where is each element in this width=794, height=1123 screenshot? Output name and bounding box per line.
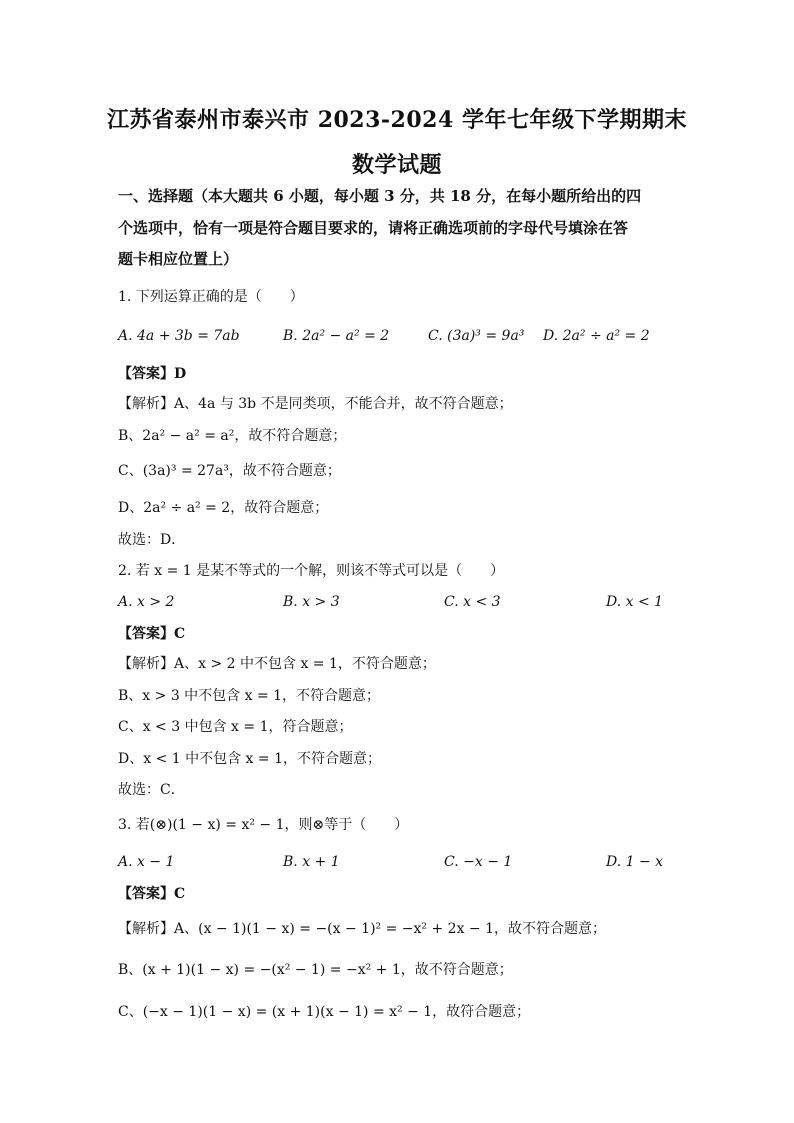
question-2-option-d: D. x < 1 — [606, 594, 664, 610]
document-subtitle: 数学试题 — [351, 152, 442, 178]
question-2-option-c: C. x < 3 — [444, 594, 501, 610]
question-3-option-a: A. x − 1 — [118, 854, 175, 870]
question-1-option-b: B. 2a² − a² = 2 — [283, 328, 390, 344]
question-2-stem: 2. 若 x = 1 是某不等式的一个解，则该不等式可以是（ ） — [118, 563, 505, 579]
question-1-option-d: D. 2a² ÷ a² = 2 — [543, 328, 650, 344]
question-3-analysis-line: C、(−x − 1)(1 − x) = (x + 1)(x − 1) = x² − 1，故符合题意； — [118, 1004, 531, 1020]
question-1-option-c: C. (3a)³ = 9a³ — [428, 328, 525, 344]
question-2-analysis-line: B、x > 3 中不包含 x = 1，不符合题意； — [118, 688, 381, 704]
question-1-analysis-line: 故选：D． — [118, 532, 186, 548]
section-heading-line1: 一、选择题（本大题共 6 小题，每小题 3 分，共 18 分，在每小题所给出的四 — [118, 187, 642, 205]
question-1-analysis-line: C、(3a)³ = 27a³，故不符合题意； — [118, 463, 341, 479]
question-2-answer: 【答案】C — [118, 626, 186, 642]
question-2-option-b: B. x > 3 — [283, 594, 340, 610]
question-2-option-a: A. x > 2 — [118, 594, 175, 610]
question-1-analysis-line: B、2a² − a² = a²，故不符合题意； — [118, 428, 347, 444]
question-3-stem: 3. 若(⊗)(1 − x) = x² − 1，则⊗等于（ ） — [118, 817, 409, 833]
question-3-option-d: D. 1 − x — [606, 854, 664, 870]
question-2-analysis-line: D、x < 1 中不包含 x = 1，不符合题意； — [118, 751, 381, 767]
question-3-option-c: C. −x − 1 — [444, 854, 513, 870]
section-heading-line3: 题卡相应位置上） — [118, 250, 239, 268]
question-1-analysis-line: D、2a² ÷ a² = 2，故符合题意； — [118, 500, 329, 516]
question-2-analysis-line: 故选：C． — [118, 782, 185, 798]
question-3-analysis-line: 【解析】A、(x − 1)(1 − x) = −(x − 1)² = −x² + 2x − 1，故不符合题意； — [118, 921, 606, 937]
question-3-answer: 【答案】C — [118, 886, 186, 902]
question-3-analysis-line: B、(x + 1)(1 − x) = −(x² − 1) = −x² + 1，故不符合题意； — [118, 962, 513, 978]
question-1-option-a: A. 4a + 3b = 7ab — [118, 328, 240, 344]
question-1-stem: 1. 下列运算正确的是（ ） — [118, 289, 304, 305]
document-title: 江苏省泰州市泰兴市 2023-2024 学年七年级下学期期末 — [107, 107, 687, 133]
question-2-analysis-line: C、x < 3 中包含 x = 1，符合题意； — [118, 719, 353, 735]
section-heading-line2: 个选项中，恰有一项是符合题目要求的，请将正确选项前的字母代号填涂在答 — [118, 219, 629, 237]
question-2-analysis-line: 【解析】A、x > 2 中不包含 x = 1，不符合题意； — [118, 656, 436, 672]
question-3-option-b: B. x + 1 — [283, 854, 340, 870]
question-1-answer: 【答案】D — [118, 366, 187, 382]
question-1-analysis-line: 【解析】A、4a 与 3b 不是同类项，不能合并，故不符合题意； — [118, 396, 513, 412]
